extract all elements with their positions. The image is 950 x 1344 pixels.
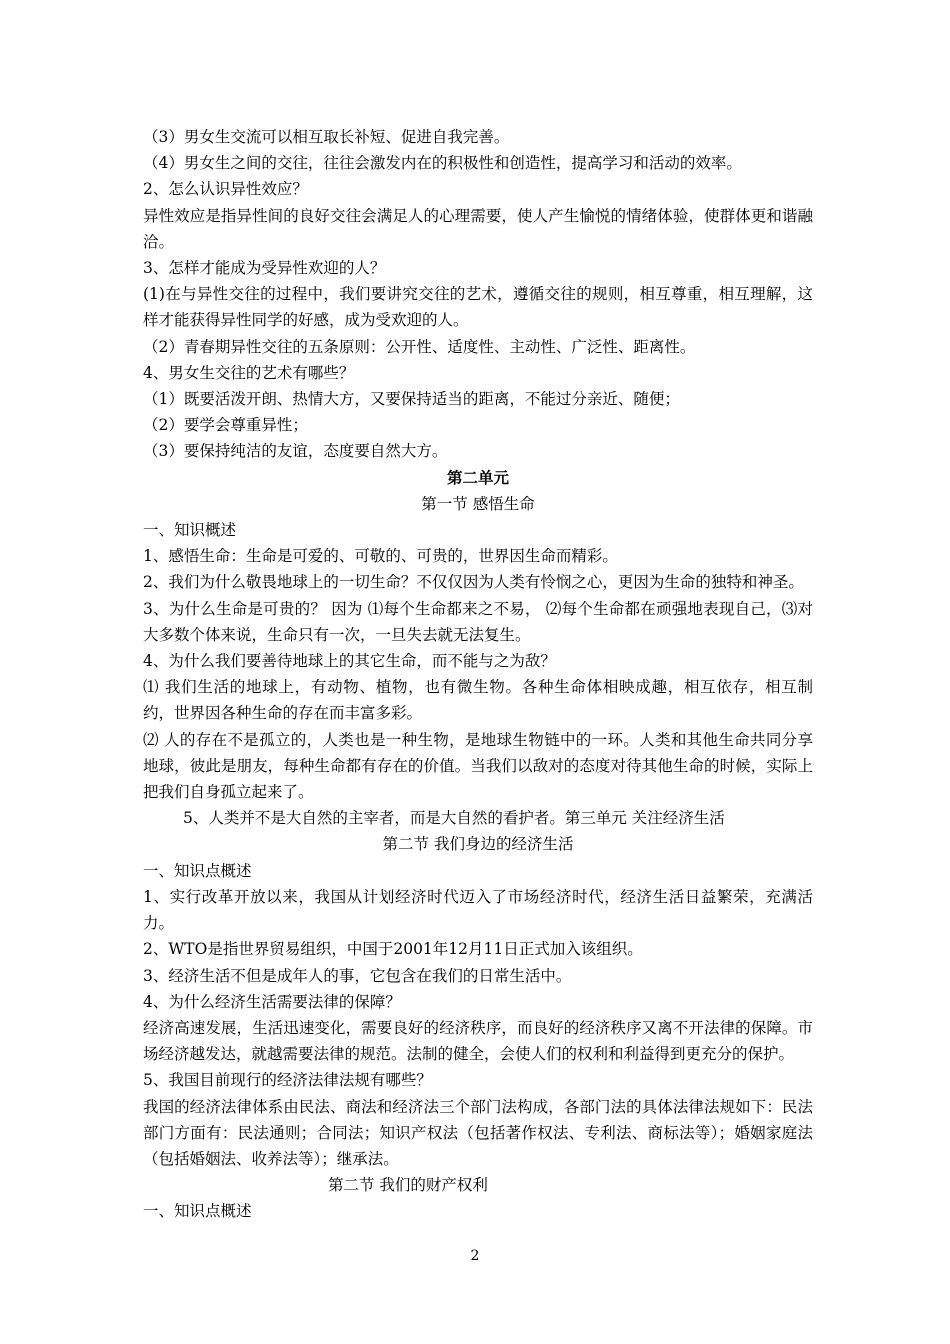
question-heading: 5、我国目前现行的经济法律法规有哪些？ — [143, 1071, 432, 1090]
paragraph: ⑵ 人的存在不是孤立的，人类也是一种生物，是地球生物链中的一环。人类和其他生命共同分享地球，彼此是朋友，每种生命都有存在的价值。当我们以敌对的态度对待其他生命的时候，实际上把我们自身孤立起来了。 — [143, 730, 813, 802]
section-title: 第一节 感悟生命 — [421, 494, 535, 513]
paragraph: （1）既要活泼开朗、热情大方，又要保持适当的距离，不能过分亲近、随便； — [143, 390, 680, 409]
paragraph: 3、经济生活不但是成年人的事，它包含在我们的日常生活中。 — [143, 966, 572, 985]
paragraph: （3）要保持纯洁的友谊，态度要自然大方。 — [143, 442, 448, 461]
section-title: 第二节 我们的财产权利 — [328, 1176, 488, 1195]
page-number: 2 — [470, 1248, 480, 1264]
page-body — [143, 124, 813, 1225]
paragraph: 3、为什么生命是可贵的？ 因为 ⑴每个生命都来之不易， ⑵每个生命都在顽强地表现自己，⑶对大多数个体来说，生命只有一次，一旦失去就无法复生。 — [143, 599, 813, 644]
paragraph: 1、感悟生命：生命是可爱的、可敬的、可贵的，世界因生命而精彩。 — [143, 547, 618, 566]
paragraph: 1、实行改革开放以来，我国从计划经济时代迈入了市场经济时代，经济生活日益繁荣，充满活力。 — [143, 887, 813, 933]
section-title: 第二节 我们身边的经济生活 — [382, 835, 574, 854]
question-heading: 4、为什么我们要善待地球上的其它生命，而不能与之为敌？ — [143, 652, 556, 671]
paragraph: 5、人类并不是大自然的主宰者，而是大自然的看护者。第三单元 关注经济生活 — [183, 809, 725, 828]
paragraph: (1)在与异性交往的过程中，我们要讲究交往的艺术，遵循交往的规则，相互尊重，相互理解，这样才能获得异性同学的好感，成为受欢迎的人。 — [143, 285, 813, 330]
subsection-heading: 一、知识点概述 — [143, 1202, 252, 1221]
paragraph: 异性效应是指异性间的良好交往会满足人的心理需要，使人产生愉悦的情绪体验，使群体更和谐融洽。 — [143, 206, 813, 251]
question-heading: 2、怎么认识异性效应？ — [143, 180, 308, 199]
question-heading: 4、男女生交往的艺术有哪些？ — [143, 363, 355, 382]
unit-title: 第二单元 — [446, 467, 509, 487]
paragraph: 我国的经济法律体系由民法、商法和经济法三个部门法构成，各部门法的具体法律法规如下：民法部门方面有：民法通则；合同法；知识产权法（包括著作权法、专利法、商标法等）；婚姻家庭法（包括婚姻法、收养法等）；继承法。 — [143, 1097, 813, 1168]
paragraph: （3）男女生交流可以相互取长补短、促进自我完善。 — [143, 128, 510, 146]
subsection-heading: 一、知识点概述 — [143, 861, 252, 880]
paragraph: （2）要学会尊重异性； — [143, 416, 308, 435]
question-heading: 3、怎样才能成为受异性欢迎的人？ — [143, 259, 386, 278]
paragraph: 2、我们为什么敬畏地球上的一切生命？不仅仅因为人类有怜悯之心，更因为生命的独特和神圣。 — [143, 573, 804, 592]
subsection-heading: 一、知识概述 — [143, 521, 237, 540]
paragraph: ⑴ 我们生活的地球上，有动物、植物，也有微生物。各种生命体相映成趣，相互依存，相互制约，世界因各种生命的存在而丰富多彩。 — [143, 678, 813, 723]
paragraph: （2）青春期异性交往的五条原则：公开性、适度性、主动性、广泛性、距离性。 — [143, 337, 696, 356]
question-heading: 4、为什么经济生活需要法律的保障？ — [143, 992, 401, 1011]
paragraph: 2、WTO是指世界贸易组织，中国于2001年12月11日正式加入该组织。 — [143, 940, 643, 959]
paragraph: （4）男女生之间的交往，往往会激发内在的积极性和创造性，提高学习和活动的效率。 — [143, 154, 742, 173]
paragraph: 经济高速发展，生活迅速变化，需要良好的经济秩序，而良好的经济秩序又离不开法律的保障。市场经济越发达，就越需要法律的规范。法制的健全，会使人们的权利和利益得到更充分的保护。 — [143, 1018, 813, 1064]
